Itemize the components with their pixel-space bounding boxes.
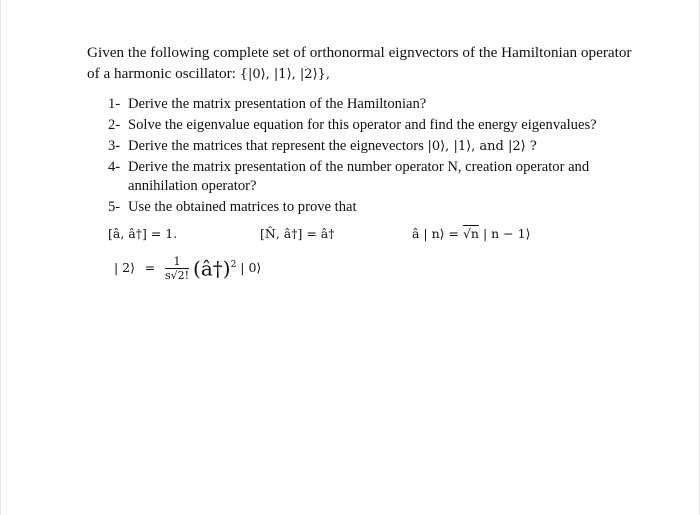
task-text: Derive the matrix presentation of the Hamiltonian? (128, 96, 427, 112)
task-number: 4- (108, 159, 121, 175)
commutator-equation: [â, â†] = 1. (108, 226, 178, 241)
intro-line-2 (87, 63, 647, 85)
sqrt-n: √n (462, 226, 479, 241)
task-item-3 (108, 137, 628, 156)
annihilation-equation (412, 226, 530, 241)
problem-intro (87, 42, 647, 85)
task-list (108, 95, 628, 219)
task-text: Derive the matrices that represent the eignevectors (128, 138, 424, 154)
annihilation-rhs: | n − 1⟩ (478, 226, 531, 241)
ket-zero: | 0⟩ (240, 260, 262, 275)
number-commutator-equation: [N̂, â†] = â† (260, 226, 335, 241)
equals-sign: = (144, 260, 156, 275)
fraction-numerator: 1 (165, 256, 189, 269)
task-item-1 (108, 95, 628, 114)
task-text: Use the obtained matrices to prove that (128, 199, 357, 215)
task-text: Solve the eigenvalue equation for this operator and find the energy eigenvalues? (128, 117, 597, 133)
task-text-continued: annihilation operator? (128, 178, 257, 194)
task-number: 3- (108, 138, 121, 154)
task-item-5 (108, 198, 628, 217)
basis-set: {|0⟩, |1⟩, |2⟩}, (239, 67, 331, 82)
task-text: Derive the matrix presentation of the number operator N, creation operator and (128, 159, 590, 175)
task-number: 1- (108, 96, 121, 112)
creation-operator-paren: (â†) (193, 256, 231, 281)
annihilation-lhs: â | n⟩ = (412, 226, 463, 241)
ket-two: | 2⟩ (114, 260, 136, 275)
task-item-4 (108, 158, 628, 196)
task-number: 2- (108, 117, 121, 133)
fraction-denominator: s√2! (164, 269, 190, 282)
task-number: 5- (108, 199, 121, 215)
state-two-equation (114, 256, 261, 281)
task-math: |0⟩, |1⟩, and |2⟩ ? (427, 139, 537, 154)
power-exponent: 2 (230, 259, 237, 270)
intro-line-2-text: of a harmonic oscillator: (87, 65, 236, 82)
intro-line-1: Given the following complete set of orthonormal eignvectors of the Hamiltonian operator (87, 44, 632, 61)
task-item-2 (108, 116, 628, 135)
normalization-fraction (165, 256, 189, 281)
